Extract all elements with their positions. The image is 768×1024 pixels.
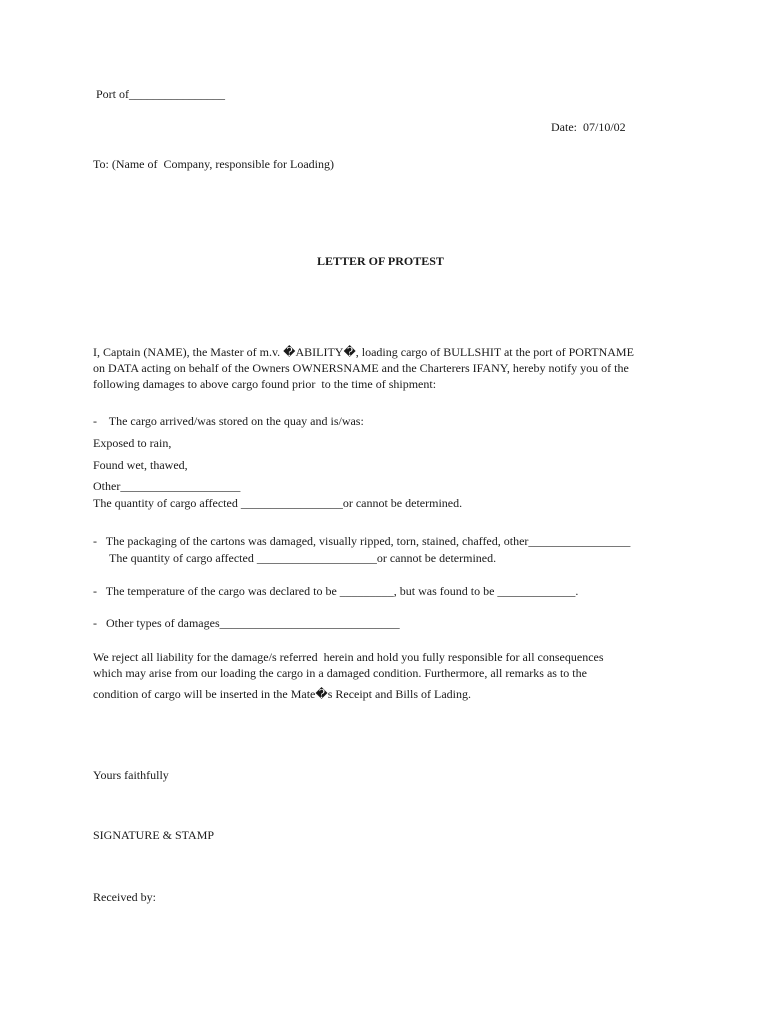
signature-line: SIGNATURE & STAMP	[93, 828, 215, 842]
damage-item-packaging: - The packaging of the cartons was damaged, visually ripped, torn, stained, chaffed, other_________________	[93, 534, 631, 548]
received-by-line: Received by:	[93, 890, 156, 904]
intro-line-1: I, Captain (NAME), the Master of m.v. �ABILITY�, loading cargo of BULLSHIT at the port of PORTNAME	[93, 345, 634, 359]
reject-line-3: condition of cargo will be inserted in the Mate�s Receipt and Bills of Lading.	[93, 687, 471, 701]
reject-line-2: which may arise from our loading the cargo in a damaged condition. Furthermore, all remarks as to the	[93, 666, 587, 680]
quantity-line-1: The quantity of cargo affected _________________or cannot be determined.	[93, 496, 463, 510]
quantity-line-2: The quantity of cargo affected ____________________or cannot be determined.	[109, 551, 497, 565]
intro-line-3: following damages to above cargo found prior to the time of shipment:	[93, 377, 437, 391]
date-line: Date: 07/10/02	[551, 120, 626, 134]
damage-item-other: - Other types of damages______________________________	[93, 616, 400, 630]
port-line: Port of________________	[96, 87, 225, 101]
damage-option-rain: Exposed to rain,	[93, 436, 172, 450]
intro-line-2: on DATA acting on behalf of the Owners OWNERSNAME and the Charterers IFANY, hereby notify you of the	[93, 361, 629, 375]
damage-option-wet: Found wet, thawed,	[93, 458, 188, 472]
damage-item-temperature: - The temperature of the cargo was declared to be _________, but was found to be _____________.	[93, 584, 579, 598]
damage-option-other: Other____________________	[93, 479, 241, 493]
letter-title: LETTER OF PROTEST	[317, 254, 444, 268]
recipient-line: To: (Name of Company, responsible for Loading)	[93, 157, 334, 171]
reject-line-1: We reject all liability for the damage/s referred herein and hold you fully responsible for all consequences	[93, 650, 604, 664]
closing-line: Yours faithfully	[93, 768, 169, 782]
damage-item-quay: - The cargo arrived/was stored on the quay and is/was:	[93, 414, 364, 428]
